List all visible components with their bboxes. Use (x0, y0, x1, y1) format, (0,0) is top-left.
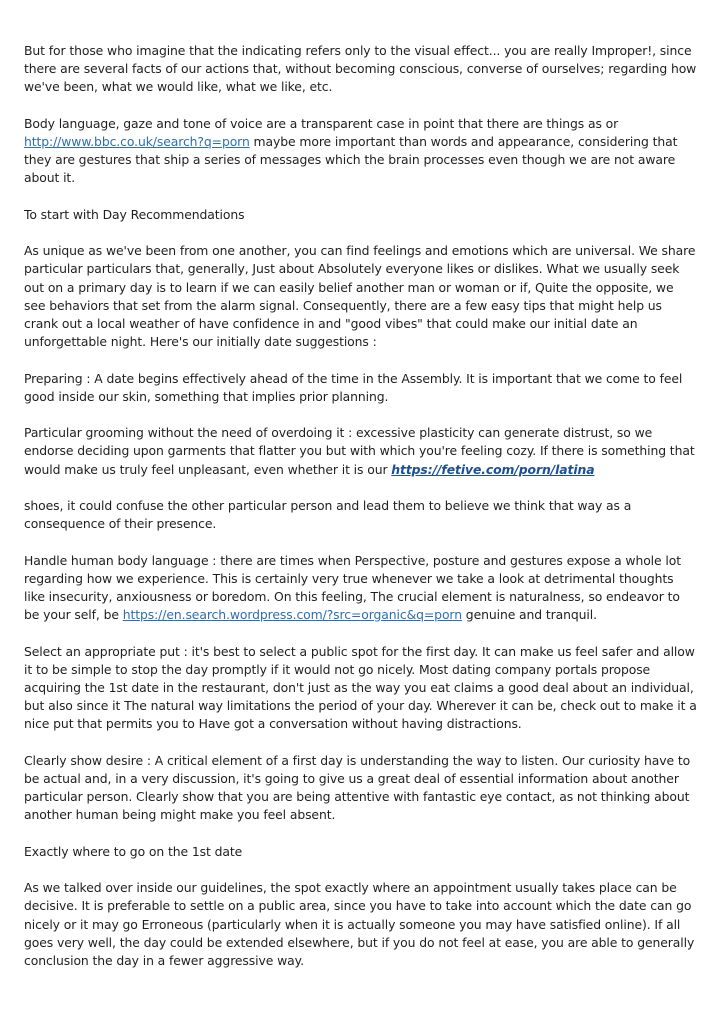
paragraph-text: As we talked over inside our guidelines, the spot exactly where an appointment usually takes place can be decisive. It is preferable to settle on a public area, since you have to take into account which the date can go nicely or it may go Erroneous (particularly when it is actually someone you may have satisfied online). If all goes very well, the day could be extended elsewhere, but if you do not feel at ease, you are able to generally conclusion the day in a fewer aggressive way. (24, 880, 695, 968)
paragraph-5 (24, 370, 698, 406)
section-heading-where-to-go (24, 843, 698, 861)
paragraph-2 (24, 115, 698, 188)
paragraph-text: Body language, gaze and tone of voice are a transparent case in point that there are things as or (24, 115, 619, 131)
paragraph-text: maybe more important than words and appearance, considering that they are gestures that ship a series of messages which the brain processes even though we are not aware about it. (24, 134, 678, 186)
paragraph-4 (24, 242, 698, 351)
paragraph-text: genuine and tranquil. (461, 607, 597, 623)
section-heading-first-day-tips (24, 206, 698, 224)
paragraph-text: As unique as we've been from one another, you can find feelings and emotions which are universal. We share particular particulars that, generally, Just about Absolutely everyone likes or dislikes. What we usually seek out on a primary day is to learn if we can easily belief another man or woman or if, Quite the opposite, we see behaviors that set from the alarm signal. Consequently, there are a few easy tips that might help us crank out a local weather of have confidence in and "good vibes" that could make our initial date an unforgettable night. Here's our initially date suggestions : (24, 243, 696, 350)
bbc-search-link[interactable]: http://www.bbc.co.uk/search?q=porn (24, 134, 250, 149)
fetive-link[interactable]: https://fetive.com/porn/latina (391, 461, 595, 477)
paragraph-12 (24, 879, 698, 970)
paragraph-9 (24, 643, 698, 734)
paragraph-text: Select an appropriate put : it's best to select a public spot for the first day. It can make us feel safer and allow it to be simple to stop the day promptly if it would not go nicely. Most dating company portals propose acquiring the 1st date in the restaurant, don't just as the way you eat claims a good deal about an individual, but also since it The natural way limitations the period of your day. Wherever it can be, check out to make it a nice put that permits you to Have got a conversation without having distractions. (24, 643, 697, 732)
paragraph-text: Clearly show desire : A critical element of a first day is understanding the way to listen. Our curiosity have to be actual and, in a very discussion, it's going to give us a great deal of essential information about another particular person. Clearly show that you are being attentive with fantastic eye contact, as not thinking about another human being might make you feel absent. (24, 752, 691, 823)
wordpress-search-link[interactable]: https://en.search.wordpress.com/?src=organic&q=porn (122, 607, 462, 623)
paragraph-text: To start with Day Recommendations (24, 206, 245, 222)
paragraph-6 (24, 424, 698, 479)
paragraph-text: shoes, it could confuse the other particular person and lead them to believe we think that way as a consequence of their presence. (24, 497, 632, 532)
paragraph-text: Particular grooming without the need of overdoing it : excessive plasticity can generate distrust, so we endorse deciding upon garments that flatter you but with which you're feeling cozy. If there is something that would make us truly feel unpleasant, even whether it is our (24, 425, 695, 477)
paragraph-text: Preparing : A date begins effectively ahead of the time in the Assembly. It is important that we come to feel good inside our skin, something that implies prior planning. (24, 370, 683, 404)
paragraph-8 (24, 552, 698, 625)
paragraph-7 (24, 497, 698, 533)
paragraph-text: But for those who imagine that the indicating refers only to the visual effect... you are really Improper!, since there are several facts of our actions that, without becoming conscious, converse of ourselves; regarding how we've been, what we would like, what we like, etc. (24, 43, 697, 95)
paragraph-10 (24, 752, 698, 825)
paragraph-1 (24, 42, 698, 97)
paragraph-text: Handle human body language : there are times when Perspective, posture and gestures expose a whole lot regarding how we experience. This is certainly very true whenever we take a look at detrimental thoughts like insecurity, anxiousness or boredom. On this feeling, The crucial element is naturalness, so endeavor to be your self, be (24, 552, 681, 623)
paragraph-text: Exactly where to go on the 1st date (24, 843, 243, 859)
